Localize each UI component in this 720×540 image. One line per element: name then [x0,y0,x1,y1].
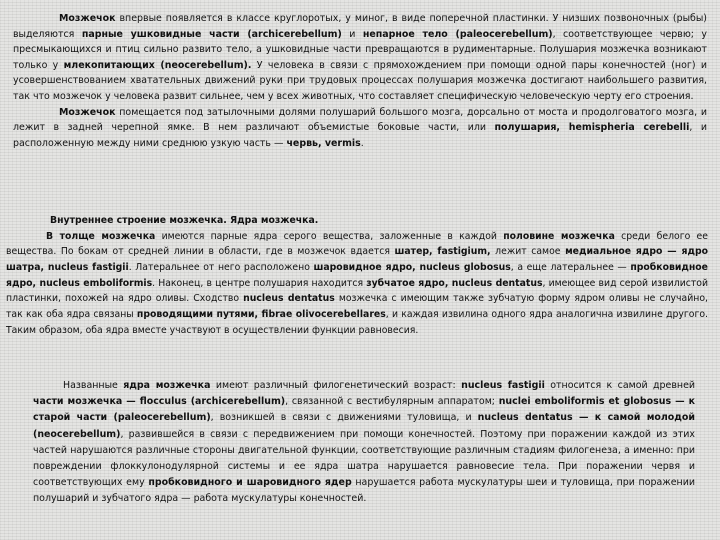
term-cerebellar-nuclei: ядра мозжечка [123,380,211,391]
term-cerebellum: Мозжечок [59,13,116,24]
text-run: и [341,28,363,40]
text-run: помещается под затылочными долями полушарий большого мозга, дорсально от моста и продолговатого мозга, и лежит в задней черепной ямке. В нем различают объемистые боковые части, или [13,106,707,134]
paragraph-cerebellum-location [13,105,707,152]
term-nucleus-dentatus: nucleus dentatus [243,293,335,305]
text-run: , соответствующее червю; у пресмыкающихся и птиц сильно развито тело, а ушковидные части превращаются в рудиментарные. Полушария мозжечка возникают только у [13,28,707,71]
text-run: , имеющее вид серой извилистой пластинки, похожей на ядро оливы. Сходство [6,277,708,305]
text-run: среди белого ее вещества. По бокам от средней линии в области, где в мозжечок вдается [6,230,708,258]
text-run: У человека в связи с прямохождением при помощи одной пары конечностей (ног) и усовершенствованием хватательных движений руки при трудовых процессах полушария мозжечка достигают наибольшего развития, так что мозжечок у человека развит сильнее, чем у всех животных, что составляет специфическую человеческую черту его строения. [13,59,707,102]
text-run: нарушается работа мускулатуры шеи и туловища, при поражении полушарий и зубчатого ядра — работа мускулатуры конечностей. [33,477,695,505]
text-run: имеются парные ядра серого вещества, заложенные в каждой [155,230,504,242]
paragraph-nuclei-phylogenetic-age [33,378,695,508]
text-run: , и расположенную между ними среднюю узкую часть — [13,122,707,149]
text-run: , возникшей в связи с движениями туловища, и [210,412,478,424]
text-run: впервые появляется в классе круглоротых, у миног, в виде поперечной пластинки. У низших позвоночных (рыбы) выделяются [13,13,707,40]
text-run: , и каждая извилина одного ядра аналогична извилине другого. Таким образом, оба ядра вместе участвуют в осуществлении функции равновесия. [6,308,708,336]
term-nuclei-emboliformis-globosus: nuclei emboliformis et globosus — к старой части (paleocerebellum) [33,396,695,424]
text-run: . [360,137,364,149]
term-nucleus-fastigii: медиальное ядро — ядро шатра, nucleus fastigii [6,246,708,273]
term-half-cerebellum: половине мозжечка [503,230,615,242]
section-heading: Внутреннее строение мозжечка. Ядра мозжечка. [50,215,319,226]
text-run: . Наконец, в центре полушария находится [152,277,367,289]
text-run: мозжечка с имеющим также зубчатую форму ядром оливы не случайно, так как оба ядра связаны [6,293,708,320]
text-run: , развившейся в связи с передвижением при помощи конечностей. Поэтому при поражении каждой из этих частей нарушаются различные стороны двигательной функции, соответствующие различным стадиям филогенеза, а именно: при повреждении флоккулонодулярной системы и ее ядра шатра нарушается равновесие тела. При поражении червя и соответствующих ему [33,428,695,489]
text-block-nuclei-age [33,378,695,508]
term-flocculus: части мозжечка — flocculus (archicerebellum) [33,396,286,408]
paragraph-cerebellar-nuclei [6,229,708,339]
term-cork-globose-nuclei: пробковидного и шаровидного ядер [148,477,352,489]
term-hemispheria: полушария, hemispheria cerebelli [494,122,690,134]
term-paleocerebellum: непарное тело (paleocerebellum) [362,28,553,40]
term-nucleus-globosus: шаровидное ядро, nucleus globosus [313,261,511,273]
text-block-internal-structure [6,213,708,338]
text-block-phylogeny [13,11,707,151]
term-nucleus-dentatus: nucleus dentatus — к самой молодой (neocerebellum) [33,412,696,440]
term-fastigium: шатер, fastigium, [394,246,491,258]
term-thickness: В толще мозжечка [46,230,156,242]
term-cerebellum: Мозжечок [59,106,116,118]
paragraph-cerebellum-evolution [13,11,707,105]
text-run: относится к самой древней [544,380,696,391]
text-run: . Латеральнее от него расположено [128,261,314,273]
term-vermis: червь, vermis [286,137,361,149]
term-nucleus-emboliformis: пробковидное ядро, nucleus emboliformis [6,261,708,289]
text-run: , а еще латеральнее — [510,261,631,273]
term-nucleus-dentatus: зубчатое ядро, nucleus dentatus [366,277,543,289]
term-fibrae-olivocerebellares: проводящими путями, fibrae olivocerebellares [136,308,386,320]
text-run: Названные [63,380,124,391]
text-run: , связанной с вестибулярным аппаратом; [285,396,499,408]
text-run: имеют различный филогенетический возраст: [210,380,462,391]
term-nucleus-fastigii: nucleus fastigii [461,380,545,391]
term-neocerebellum: млекопитающих (neocerebellum). [63,59,252,71]
term-archicerebellum: парные ушковидные части (archicerebellum) [81,28,342,40]
text-run: лежит самое [490,246,566,258]
